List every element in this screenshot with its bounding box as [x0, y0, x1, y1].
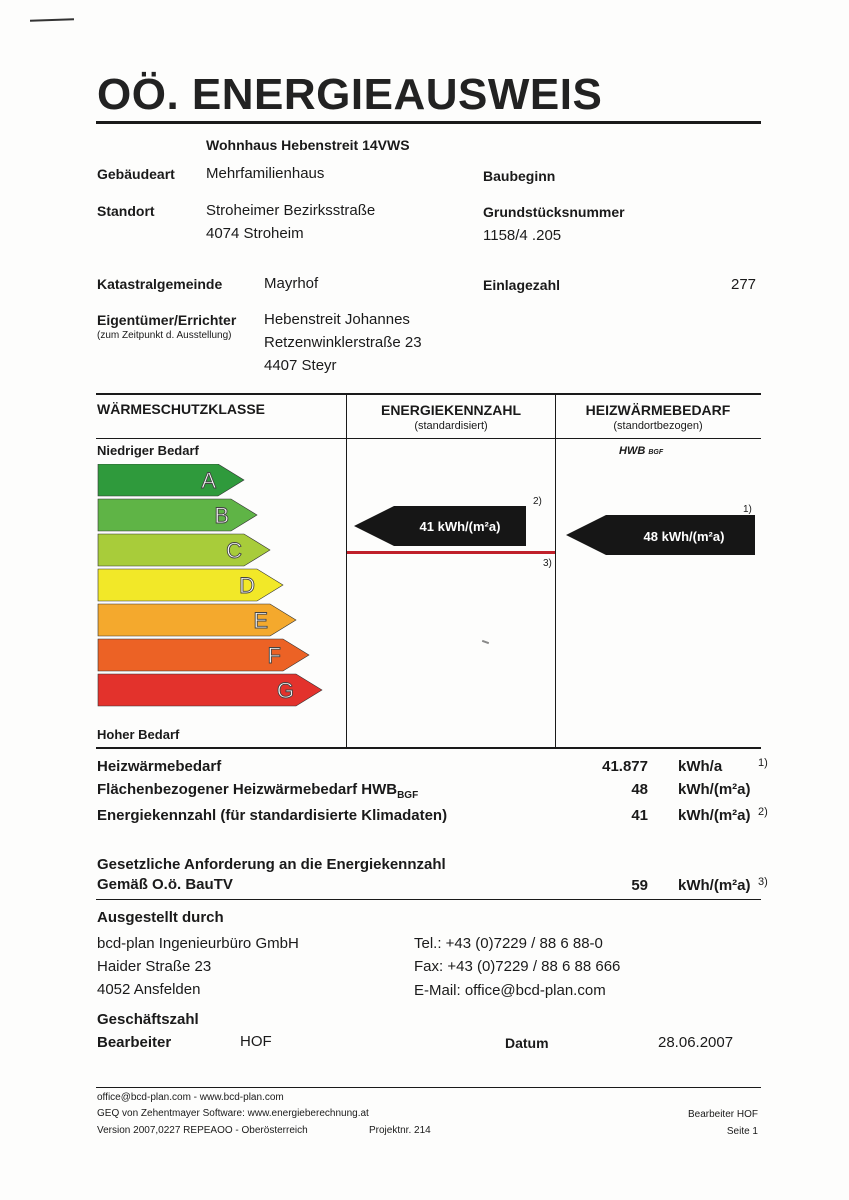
result-unit: kWh/a [678, 758, 723, 775]
page-title: OÖ. ENERGIEAUSWEIS [97, 70, 603, 119]
energy-index-arrow-label: 41 kWh/(m²a) [419, 519, 501, 534]
result-label [97, 758, 221, 775]
class-bar-shape [98, 534, 270, 566]
result-unit: kWh/(m²a) [678, 807, 751, 824]
cadastral-label: Katastralgemeinde [97, 276, 223, 292]
scale-header-rule [96, 438, 761, 439]
high-demand-label: Hoher Bedarf [97, 727, 180, 742]
efficiency-class-bars [96, 464, 336, 712]
result-label-sub: BGF [397, 790, 419, 801]
low-demand-label: Niedriger Bedarf [97, 443, 199, 458]
footer-line1: office@bcd-plan.com - www.bcd-plan.com [97, 1092, 284, 1103]
issuer-fax: Fax: +43 (0)7229 / 88 6 88 666 [414, 958, 621, 975]
editor-label: Bearbeiter [97, 1034, 172, 1051]
class-bar-letter: E [253, 608, 268, 633]
footer-editor: Bearbeiter HOF [687, 1109, 758, 1120]
energy-index-sub: (standardisiert) [414, 420, 488, 432]
class-bar-letter: F [267, 643, 281, 668]
hwb-tag-sub: BGF [648, 449, 664, 456]
class-bar-letter: A [201, 468, 216, 493]
requirement-line2: Gemäß O.ö. BauTV [97, 876, 233, 893]
heat-demand-arrow [566, 515, 755, 555]
scan-mark [30, 18, 74, 22]
result-label-text: Flächenbezogener Heizwärmebedarf HWB [97, 781, 398, 798]
plot-number-value: 1158/4 .205 [483, 227, 562, 244]
energy-index-note: 2) [533, 496, 542, 507]
location-line1: Stroheimer Bezirksstraße [206, 202, 376, 219]
issuer-street: Haider Straße 23 [97, 958, 212, 975]
owner-sublabel: (zum Zeitpunkt d. Ausstellung) [97, 330, 232, 341]
requirement-rule [96, 899, 761, 900]
class-bar-letter: D [239, 573, 255, 598]
heat-demand-header: HEIZWÄRMEBEDARF [585, 402, 731, 418]
issuer-company: bcd-plan Ingenieurbüro GmbH [97, 935, 299, 952]
insulation-class-header: WÄRMESCHUTZKLASSE [97, 401, 265, 417]
editor-value: HOF [240, 1033, 272, 1050]
class-bar-letter: G [276, 678, 294, 703]
class-bar-a [98, 464, 244, 496]
building-type-value: Mehrfamilienhaus [206, 165, 325, 182]
result-note: 2) [758, 806, 768, 818]
owner-line1: Hebenstreit Johannes [264, 311, 410, 328]
plot-number-label: Grundstücksnummer [483, 204, 625, 220]
cadastral-value: Mayrhof [264, 275, 319, 292]
heat-demand-arrow-label: 48 kWh/(m²a) [643, 529, 725, 544]
location-line2: 4074 Stroheim [206, 225, 304, 242]
result-label [97, 807, 447, 824]
location-label: Standort [97, 203, 155, 219]
class-bar-d [98, 569, 283, 601]
file-number-label: Geschäftszahl [97, 1011, 199, 1028]
hwb-tag [619, 445, 663, 457]
owner-line3: 4407 Steyr [264, 357, 337, 374]
result-value: 48 [631, 781, 648, 798]
class-bar-g [98, 674, 322, 706]
energy-index-header: ENERGIEKENNZAHL [380, 402, 521, 418]
construction-start-label: Baubeginn [483, 168, 556, 184]
requirement-note: 3) [758, 876, 768, 888]
footer-page: Seite 1 [726, 1126, 758, 1137]
scale-divider-1 [346, 394, 347, 748]
result-label-text: Heizwärmebedarf [97, 758, 222, 775]
class-bar-shape [98, 499, 257, 531]
result-value: 41 [631, 807, 648, 824]
issuer-email: E-Mail: office@bcd-plan.com [414, 982, 606, 999]
issuer-city: 4052 Ansfelden [97, 981, 201, 998]
heat-demand-sub: (standortbezogen) [613, 420, 703, 432]
scale-top-rule [96, 393, 761, 395]
class-bar-letter: B [214, 503, 229, 528]
footer-rule [96, 1087, 761, 1088]
result-label [97, 781, 419, 801]
class-bar-e [98, 604, 296, 636]
title-rule [96, 121, 761, 124]
class-bar-shape [98, 569, 283, 601]
class-bar-f [98, 639, 309, 671]
requirement-value: 59 [631, 877, 648, 894]
date-label: Datum [505, 1035, 549, 1051]
scan-speck [482, 640, 489, 644]
class-bar-c [98, 534, 270, 566]
heat-demand-note: 1) [743, 504, 752, 515]
owner-label: Eigentümer/Errichter [97, 312, 237, 328]
issuer-tel: Tel.: +43 (0)7229 / 88 6 88-0 [414, 935, 603, 952]
building-type-label: Gebäudeart [97, 166, 175, 182]
limit-note: 3) [543, 558, 552, 569]
footer-line3: Version 2007,0227 REPEAOO - Oberösterreich [97, 1125, 308, 1136]
limit-line [347, 551, 555, 554]
result-note: 1) [758, 757, 768, 769]
result-unit: kWh/(m²a) [678, 781, 751, 798]
energy-index-arrow [354, 506, 526, 546]
result-label-text: Energiekennzahl (für standardisierte Klimadaten) [97, 807, 448, 824]
date-value: 28.06.2007 [658, 1034, 734, 1051]
scale-divider-2 [555, 394, 556, 748]
deposit-number-value: 277 [731, 276, 757, 293]
class-bar-shape [98, 464, 244, 496]
class-bar-letter: C [226, 538, 242, 563]
deposit-number-label: Einlagezahl [483, 277, 561, 293]
owner-line2: Retzenwinklerstraße 23 [264, 334, 422, 351]
hwb-tag-text: HWB [619, 445, 646, 457]
issuer-heading: Ausgestellt durch [97, 909, 224, 926]
class-bar-b [98, 499, 257, 531]
scale-bottom-rule [96, 747, 761, 749]
footer-project: Projektnr. 214 [369, 1125, 431, 1136]
requirement-line1: Gesetzliche Anforderung an die Energiekennzahl [97, 856, 446, 873]
result-value: 41.877 [602, 758, 648, 775]
footer-line2: GEQ von Zehentmayer Software: www.energieberechnung.at [97, 1108, 369, 1119]
building-name: Wohnhaus Hebenstreit 14VWS [206, 137, 410, 153]
requirement-unit: kWh/(m²a) [678, 877, 751, 894]
